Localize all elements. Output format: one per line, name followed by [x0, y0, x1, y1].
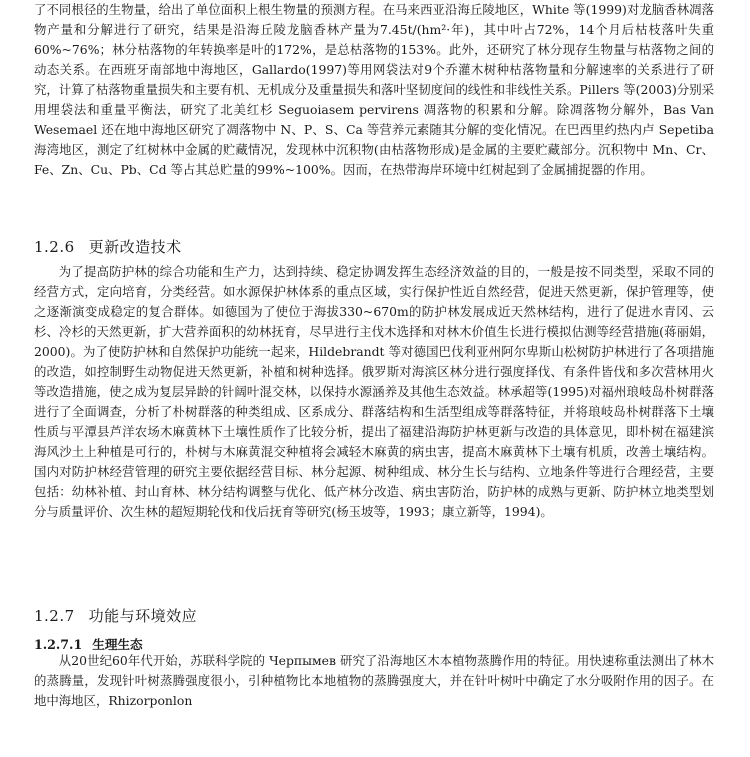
subsection-title: 生理生态	[92, 637, 143, 652]
section-number: 1.2.6	[34, 238, 75, 256]
subsection-number: 1.2.7.1	[34, 637, 83, 652]
section-title: 更新改造技术	[88, 238, 182, 256]
section-heading-1-2-7	[34, 605, 197, 626]
section-title: 功能与环境效应	[88, 607, 198, 625]
paragraph-litter-decomposition: 了不同根径的生物量，给出了单位面积上根生物量的预测方程。在马来西亚沿海丘陵地区，White 等(1999)对龙脑香林凋落物产量和分解进行了研究，结果是沿海丘陵龙脑香林产量为7.45t/(hm²·年)，其中叶占72%，14个月后枯枝落叶失重60%~76%；林分枯落物的年转换率是叶的172%，是总枯落物的153%。此外，还研究了林分现存生物量与枯落物之间的动态关系。在西班牙南部地中海地区，Gallardo(1997)等用网袋法对9个乔灌木树种枯落物量和分解速率的关系进行了研究，计算了枯落物重量损失和主要有机、无机成分及重量损失和落叶坚韧度间的线性和非线性关系。Pillers 等(2003)分别采用埋袋法和重量平衡法，研究了北美红杉 Seguoiasem pervirens 凋落物的积累和分解。除凋落物分解外，Bas Van Wesemael 还在地中海地区研究了凋落物中 N、P、S、Ca 等营养元素随其分解的变化情况。在巴西里约热内卢 Sepetiba 海湾地区，测定了红树林中金属的贮藏情况，发现林中沉积物(由枯落物形成)是金属的主要贮藏部分。沉积物中 Mn、Cr、Fe、Zn、Cu、Pb、Cd 等占其总贮量的99%~100%。因而，在热带海岸环境中红树起到了金属捕捉器的作用。	[34, 2, 714, 177]
section-heading-1-2-6	[34, 236, 182, 257]
section-number: 1.2.7	[34, 607, 75, 625]
paragraph-renewal-techniques: 为了提高防护林的综合功能和生产力，达到持续、稳定协调发挥生态经济效益的目的，一般是按不同类型，采取不同的经营方式，定向培育，分类经营。如水源保护林体系的重点区域，实行保护性近自然经营，促进天然更新，保护管理等，使之逐渐演变成稳定的复合群体。如德国为了使位于海拔330~670m的防护林发展成近天然林结构，进行了促进水青冈、云杉、冷杉的天然更新，扩大营养面积的幼林抚育，尽早进行主伐木选择和对林木价值生长进行模拟估测等经营措施(蒋丽娟，2000)。为了使防护林和自然保护功能统一起来，Hildebrandt 等对德国巴伐利亚州阿尔卑斯山松树防护林进行了各项措施的改造，如控制野生动物促进天然更新，补植和树种选择。俄罗斯对海滨区林分进行强度择伐、有条件皆伐和多次营林用火等改造措施，使之成为复层异龄的针阔叶混交林，以保持水源涵养及其他生态效益。林承超等(1995)对福州琅岐岛朴树群落进行了全面调查，分析了朴树群落的种类组成、区系成分、群落结构和生活型组成等群落特征，并将琅岐岛朴树群落下土壤性质与平潭县芦洋农场木麻黄林下土壤性质作了比较分析，提出了福建沿海防护林更新与改造的具体意见，即朴树在福建滨海风沙土上种植是可行的，朴树与木麻黄混交种植将会减轻木麻黄的病虫害，提高木麻黄林下土壤有机质，改善土壤结构。国内对防护林经营管理的研究主要依据经营目标、林分起源、树种组成、林分生长与结构、立地条件等进行合理经营，主要包括：幼林补植、封山育林、林分结构调整与优化、低产林分改造、病虫害防治，防护林的成熟与更新、防护林立地类型划分与质量评价、次生林的超短期轮伐和伐后抚育等研究(杨玉坡等，1993；康立新等，1994)。	[34, 264, 714, 519]
paragraph-physiological-ecology: 从20世纪60年代开始，苏联科学院的 Черпымев 研究了沿海地区木本植物蒸腾作用的特征。用快速称重法测出了林木的蒸腾量，发现针叶树蒸腾强度很小，引种植物比本地植物的蒸腾强度大，并在针叶树叶中确定了水分吸附作用的因子。在地中海地区，Rhizorponlon	[34, 653, 714, 708]
